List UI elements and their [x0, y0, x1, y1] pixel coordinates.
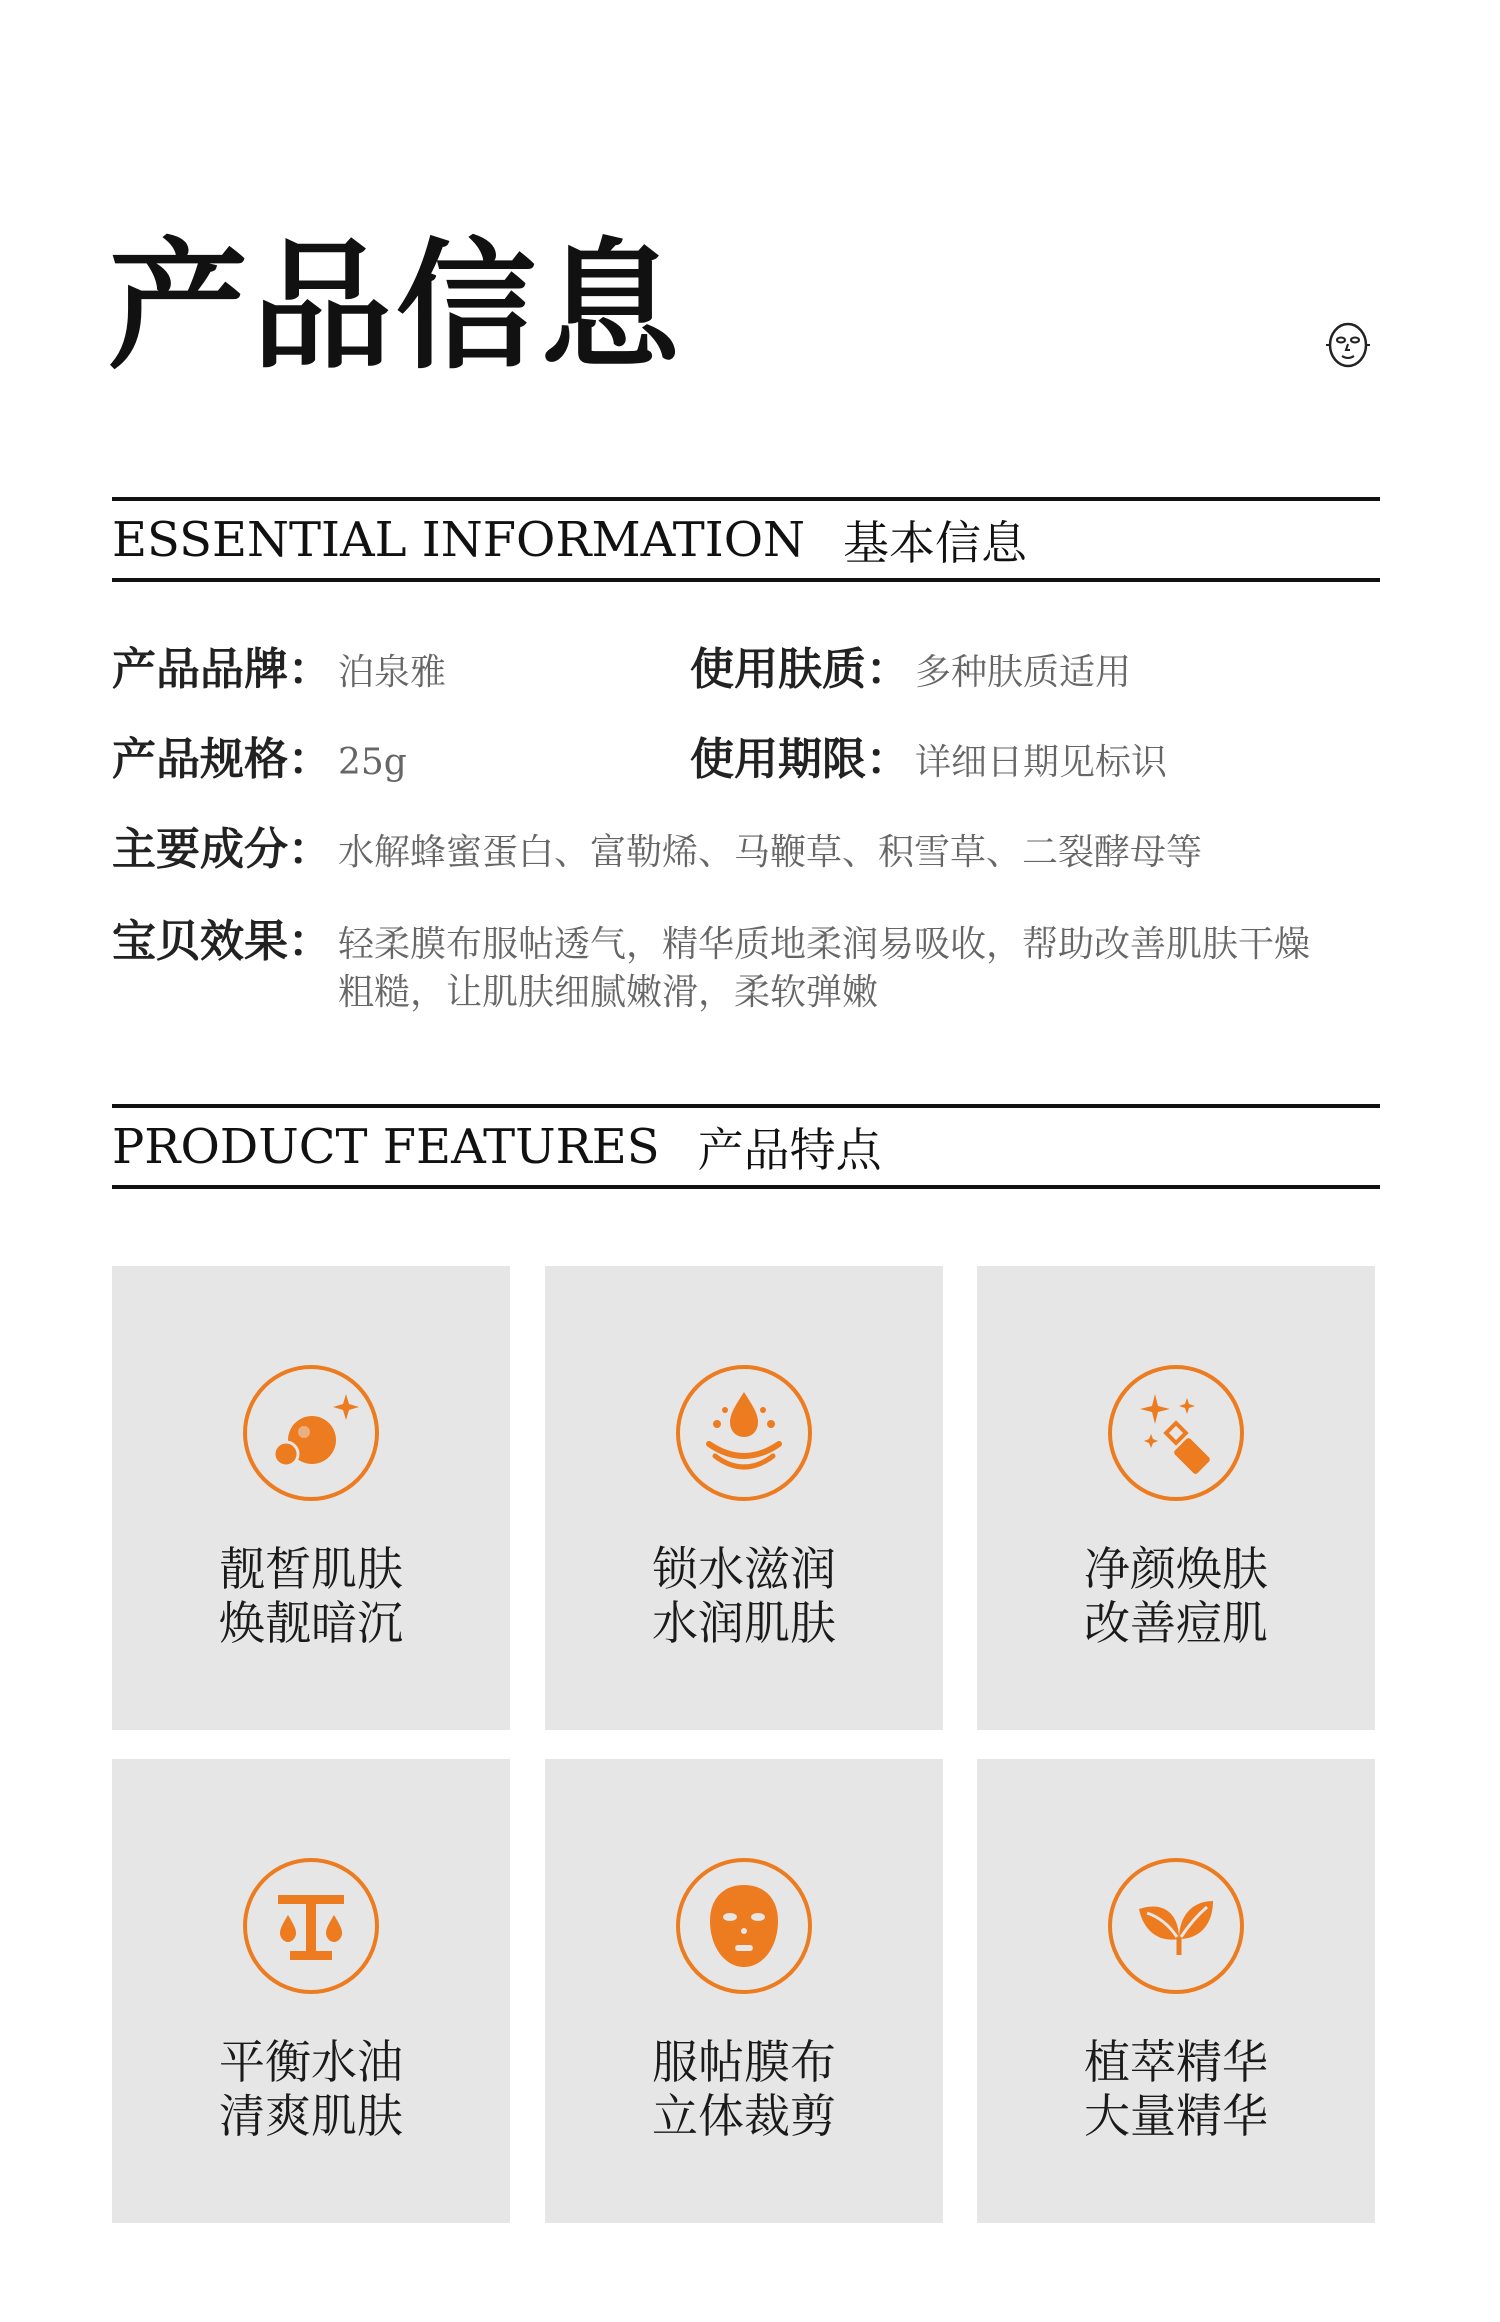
feature-card [545, 1266, 943, 1730]
feature-line2: 立体裁剪 [652, 2089, 836, 2143]
feature-line1: 平衡水油 [219, 2035, 403, 2089]
section-title-cn: 产品特点 [697, 1122, 882, 1177]
effect-value-line2: 粗糙，让肌肤细腻嫩滑，柔软弹嫩 [338, 972, 879, 1013]
face-mask-icon [1323, 320, 1373, 370]
brand-value: 泊泉雅 [338, 652, 447, 693]
effect-label: 宝贝效果： [112, 916, 332, 967]
brand-label: 产品品牌： [112, 644, 332, 695]
shelf-life-value: 详细日期见标识 [915, 742, 1168, 783]
skin-type-value: 多种肤质适用 [915, 652, 1132, 693]
feature-line2: 清爽肌肤 [219, 2089, 403, 2143]
water-drop-icon [675, 1364, 813, 1502]
feature-card [545, 1759, 943, 2223]
feature-line1: 靓皙肌肤 [219, 1542, 403, 1596]
balance-scale-icon [242, 1857, 380, 1995]
leaf-icon [1107, 1857, 1245, 1995]
product-features-header [112, 1104, 1380, 1189]
face-mask-icon [675, 1857, 813, 1995]
section-title-en: PRODUCT FEATURES [112, 1118, 660, 1175]
effect-value-line1: 轻柔膜布服帖透气，精华质地柔润易吸收，帮助改善肌肤干燥 [338, 924, 1311, 965]
essential-information-header [112, 497, 1380, 582]
feature-line1: 服帖膜布 [652, 2035, 836, 2089]
feature-line2: 水润肌肤 [652, 1596, 836, 1650]
spec-value: 25g [338, 742, 407, 783]
section-title-cn: 基本信息 [843, 515, 1028, 570]
ingredients-value: 水解蜂蜜蛋白、富勒烯、马鞭草、积雪草、二裂酵母等 [338, 832, 1203, 873]
ingredients-label: 主要成分： [112, 824, 332, 875]
feature-line2: 焕靓暗沉 [219, 1596, 403, 1650]
sparkle-bottle-icon [1107, 1364, 1245, 1502]
section-title-en: ESSENTIAL INFORMATION [112, 511, 806, 568]
shelf-life-label: 使用期限： [690, 734, 910, 785]
feature-line2: 改善痘肌 [1084, 1596, 1268, 1650]
feature-line1: 植萃精华 [1084, 2035, 1268, 2089]
feature-line1: 净颜焕肤 [1084, 1542, 1268, 1596]
feature-card [977, 1759, 1375, 2223]
feature-card [112, 1759, 510, 2223]
pearl-sparkle-icon [242, 1364, 380, 1502]
feature-card [112, 1266, 510, 1730]
feature-card [977, 1266, 1375, 1730]
feature-line1: 锁水滋润 [652, 1542, 836, 1596]
spec-label: 产品规格： [112, 734, 332, 785]
skin-type-label: 使用肤质： [690, 644, 910, 695]
page-title: 产品信息 [108, 225, 685, 389]
feature-line2: 大量精华 [1084, 2089, 1268, 2143]
